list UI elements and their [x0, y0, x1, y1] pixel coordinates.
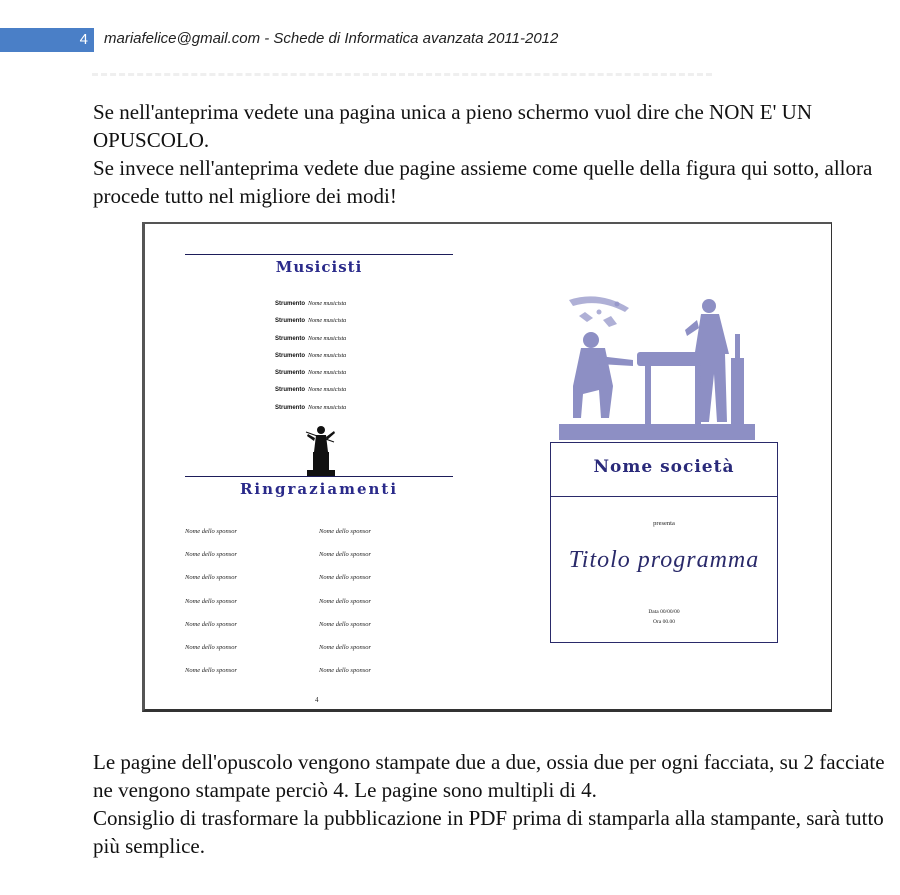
- list-item: Nome dello sponsor: [185, 597, 237, 605]
- musicians-title: Musicisti: [275, 258, 363, 276]
- sponsors-column-1: [185, 520, 305, 682]
- list-item: Strumento Nome musicista: [275, 318, 347, 325]
- sponsors-column-2: [319, 520, 439, 682]
- musicians-rule: [185, 254, 453, 255]
- cover-title-box: [550, 442, 778, 643]
- event-date: Data 00/00/00: [648, 609, 680, 615]
- list-item: Strumento Nome musicista: [275, 370, 347, 377]
- presents-text: presenta: [653, 520, 675, 527]
- list-item: Nome dello sponsor: [319, 551, 371, 559]
- list-item: Strumento Nome musicista: [275, 352, 347, 359]
- preview-page-number: 4: [315, 696, 319, 704]
- running-title: mariafelice@gmail.com - Schede di Informatica avanzata 2011-2012: [104, 30, 559, 47]
- thanks-title: Ringraziamenti: [239, 480, 399, 498]
- intro-line-2: Se invece nell'anteprima vedete due pagine assieme come quelle della figura qui sotto, allora procede tutto nel migliore dei modi!: [93, 156, 873, 208]
- list-item: Nome dello sponsor: [319, 620, 371, 628]
- list-item: Nome dello sponsor: [319, 597, 371, 605]
- intro-paragraph: [93, 98, 893, 210]
- booklet-preview: [142, 222, 832, 712]
- program-title: Titolo programma: [568, 547, 760, 573]
- outro-line-1: Le pagine dell'opuscolo vengono stampate due a due, ossia due per ogni facciata, su 2 facciate ne vengono stampate perciò 4. Le pagine sono multipli di 4.: [93, 750, 885, 802]
- list-item: Nome dello sponsor: [185, 574, 237, 582]
- violinist-statue-icon: [301, 422, 341, 478]
- company-name: Nome società: [593, 457, 735, 477]
- list-item: Nome dello sponsor: [185, 667, 237, 675]
- list-item: Nome dello sponsor: [185, 644, 237, 652]
- list-item: Nome dello sponsor: [185, 551, 237, 559]
- list-item: Nome dello sponsor: [319, 667, 371, 675]
- header-divider: [92, 73, 712, 76]
- cover-divider: [551, 496, 777, 497]
- intro-line-1: Se nell'anteprima vedete una pagina unica a pieno schermo vuol dire che NON E' UN OPUSCOLO.: [93, 100, 812, 152]
- list-item: Nome dello sponsor: [319, 644, 371, 652]
- list-item: Nome dello sponsor: [185, 620, 237, 628]
- header-page-number: 4: [79, 31, 88, 48]
- event-time: Ora 00.00: [653, 619, 675, 625]
- list-item: Strumento Nome musicista: [275, 404, 347, 411]
- list-item: Nome dello sponsor: [185, 528, 237, 535]
- event-date-time: [551, 607, 777, 627]
- thanks-rule: [185, 476, 453, 477]
- list-item: Nome dello sponsor: [319, 574, 371, 582]
- list-item: Strumento Nome musicista: [275, 335, 347, 342]
- list-item: Nome dello sponsor: [319, 528, 371, 535]
- list-item: Strumento Nome musicista: [275, 301, 347, 307]
- musicians-illustration-icon: [559, 290, 755, 440]
- musicians-list: [275, 296, 395, 417]
- list-item: Strumento Nome musicista: [275, 387, 347, 394]
- outro-line-2: Consiglio di trasformare la pubblicazione in PDF prima di stamparla alla stampante, sarà tutto più semplice.: [93, 806, 884, 858]
- outro-paragraph: [93, 748, 893, 860]
